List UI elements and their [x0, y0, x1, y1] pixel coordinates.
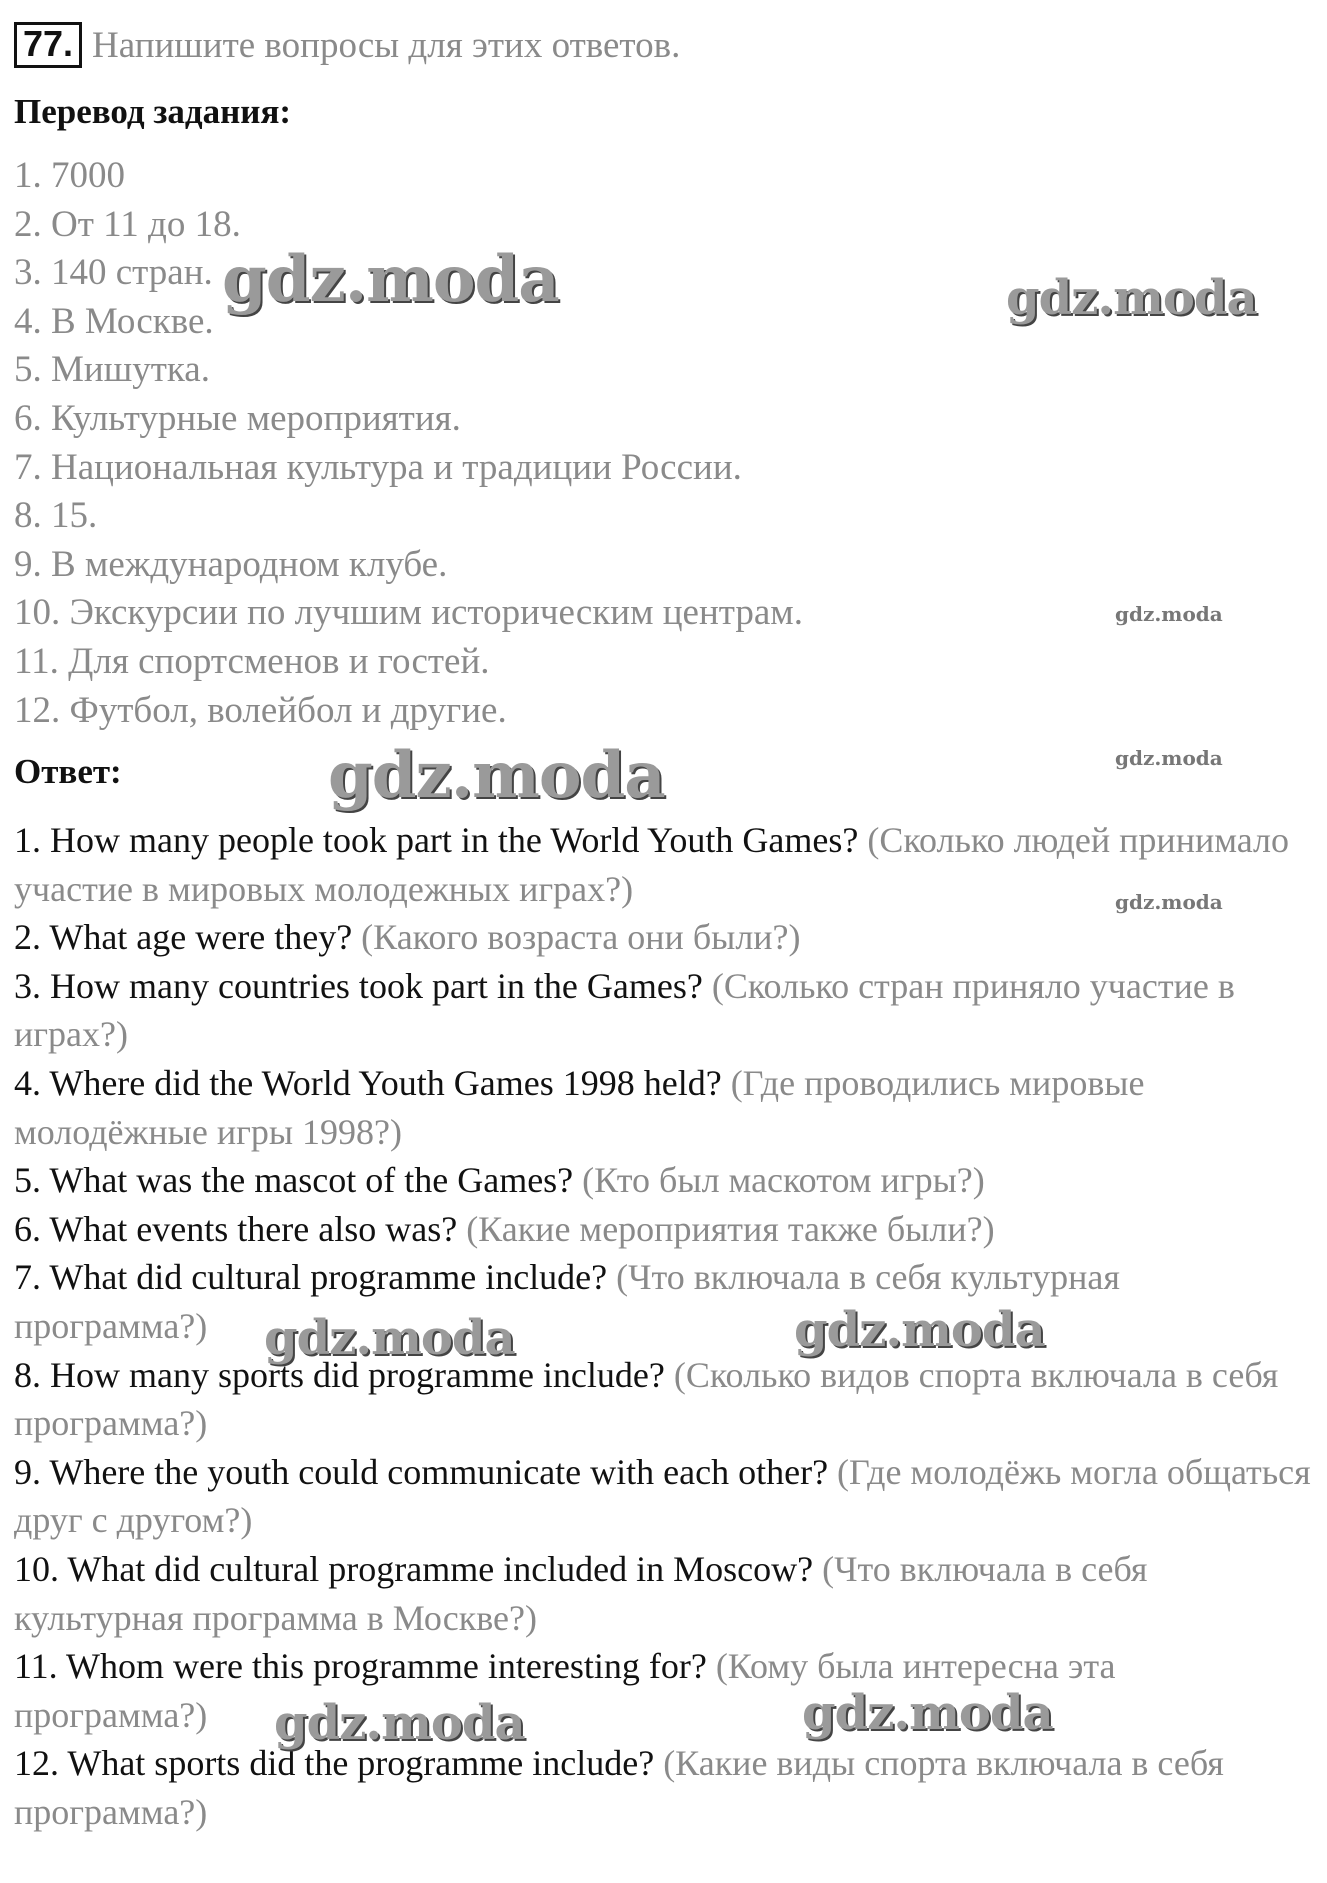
answer-question-en: 6. What events there also was?	[14, 1208, 458, 1249]
answer-item	[14, 1642, 1314, 1739]
answer-question-en: 8. How many sports did programme include?	[14, 1354, 665, 1395]
translation-item: 8. 15.	[14, 495, 98, 537]
answer-question-ru: (Кто был маскотом игры?)	[582, 1160, 985, 1201]
answer-item	[14, 1448, 1314, 1545]
watermark: gdz.moda	[794, 1302, 1045, 1358]
answer-question-en: 5. What was the mascot of the Games?	[14, 1160, 574, 1201]
answer-question-en: 1. How many people took part in the World Youth Games?	[14, 820, 859, 860]
answer-item	[14, 1739, 1314, 1836]
answer-question-ru: (Какие мероприятия также были?)	[466, 1208, 995, 1249]
watermark: gdz.moda	[802, 1685, 1053, 1741]
translation-item: 6. Культурные мероприятия.	[14, 397, 461, 439]
answer-question-ru: (Где молодёжь могла общаться друг с другом?)	[14, 1451, 1311, 1541]
task-number: 77.	[14, 22, 82, 68]
answer-heading: Ответ:	[14, 752, 122, 791]
answer-item	[14, 1253, 1314, 1350]
answer-question-en: 11. Whom were this programme interesting for?	[14, 1646, 707, 1687]
watermark: gdz.moda	[264, 1310, 515, 1366]
translation-heading: Перевод задания:	[14, 92, 292, 131]
answer-question-ru: (Кому была интересна эта программа?)	[14, 1646, 1116, 1735]
watermark: gdz.moda	[1115, 602, 1223, 626]
answer-question-en: 10. What did cultural programme included in Moscow?	[14, 1548, 814, 1589]
translation-item: 11. Для спортсменов и гостей.	[14, 640, 490, 682]
answer-item	[14, 962, 1314, 1059]
answer-item	[14, 1351, 1314, 1448]
translation-list	[14, 152, 803, 735]
answer-question-ru: (Сколько стран приняло участие в играх?)	[14, 965, 1235, 1055]
answer-question-en: 3. How many countries took part in the Games?	[14, 965, 703, 1006]
answer-list	[14, 816, 1314, 1836]
answer-item	[14, 1205, 1314, 1254]
translation-item: 3. 140 стран.	[14, 252, 213, 294]
answer-item	[14, 1156, 1314, 1205]
answer-question-ru: (Сколько видов спорта включала в себя программа?)	[14, 1354, 1279, 1444]
answer-question-ru: (Сколько людей принимало участие в мировых молодежных играх?)	[14, 820, 1290, 909]
watermark: gdz.moda	[1115, 890, 1223, 914]
answer-question-en: 4. Where did the World Youth Games 1998 held?	[14, 1062, 722, 1103]
answer-question-en: 2. What age were they?	[14, 917, 353, 958]
task-header	[14, 22, 680, 68]
answer-question-en: 9. Where the youth could communicate with each other?	[14, 1451, 829, 1492]
translation-item: 7. Национальная культура и традиции России.	[14, 446, 742, 488]
watermark: gdz.moda	[328, 738, 665, 813]
answer-question-ru: (Что включала в себя культурная программа в Москве?)	[14, 1548, 1148, 1638]
translation-item: 10. Экскурсии по лучшим историческим центрам.	[14, 592, 803, 634]
translation-item: 5. Мишутка.	[14, 349, 210, 391]
answer-question-en: 12. What sports did the programme include?	[14, 1743, 655, 1784]
answer-question-en: 7. What did cultural programme include?	[14, 1257, 608, 1298]
translation-item: 9. В международном клубе.	[14, 543, 448, 585]
translation-item: 2. От 11 до 18.	[14, 203, 241, 245]
watermark: gdz.moda	[222, 242, 559, 317]
answer-question-ru: (Какие виды спорта включала в себя программа?)	[14, 1743, 1224, 1832]
watermark: gdz.moda	[274, 1695, 525, 1751]
answer-question-ru: (Где проводились мировые молодёжные игры 1998?)	[14, 1062, 1145, 1152]
translation-item: 4. В Москве.	[14, 300, 214, 342]
answer-item	[14, 1545, 1314, 1642]
translation-item: 12. Футбол, волейбол и другие.	[14, 689, 507, 731]
answer-question-ru: (Что включала в себя культурная программа?)	[14, 1257, 1120, 1346]
answer-item	[14, 1059, 1314, 1156]
watermark: gdz.moda	[1115, 746, 1223, 770]
answer-item	[14, 913, 1314, 962]
answer-question-ru: (Какого возраста они были?)	[361, 917, 801, 958]
translation-item: 1. 7000	[14, 155, 125, 196]
task-title: Напишите вопросы для этих ответов.	[92, 24, 681, 66]
watermark: gdz.moda	[1006, 270, 1257, 326]
